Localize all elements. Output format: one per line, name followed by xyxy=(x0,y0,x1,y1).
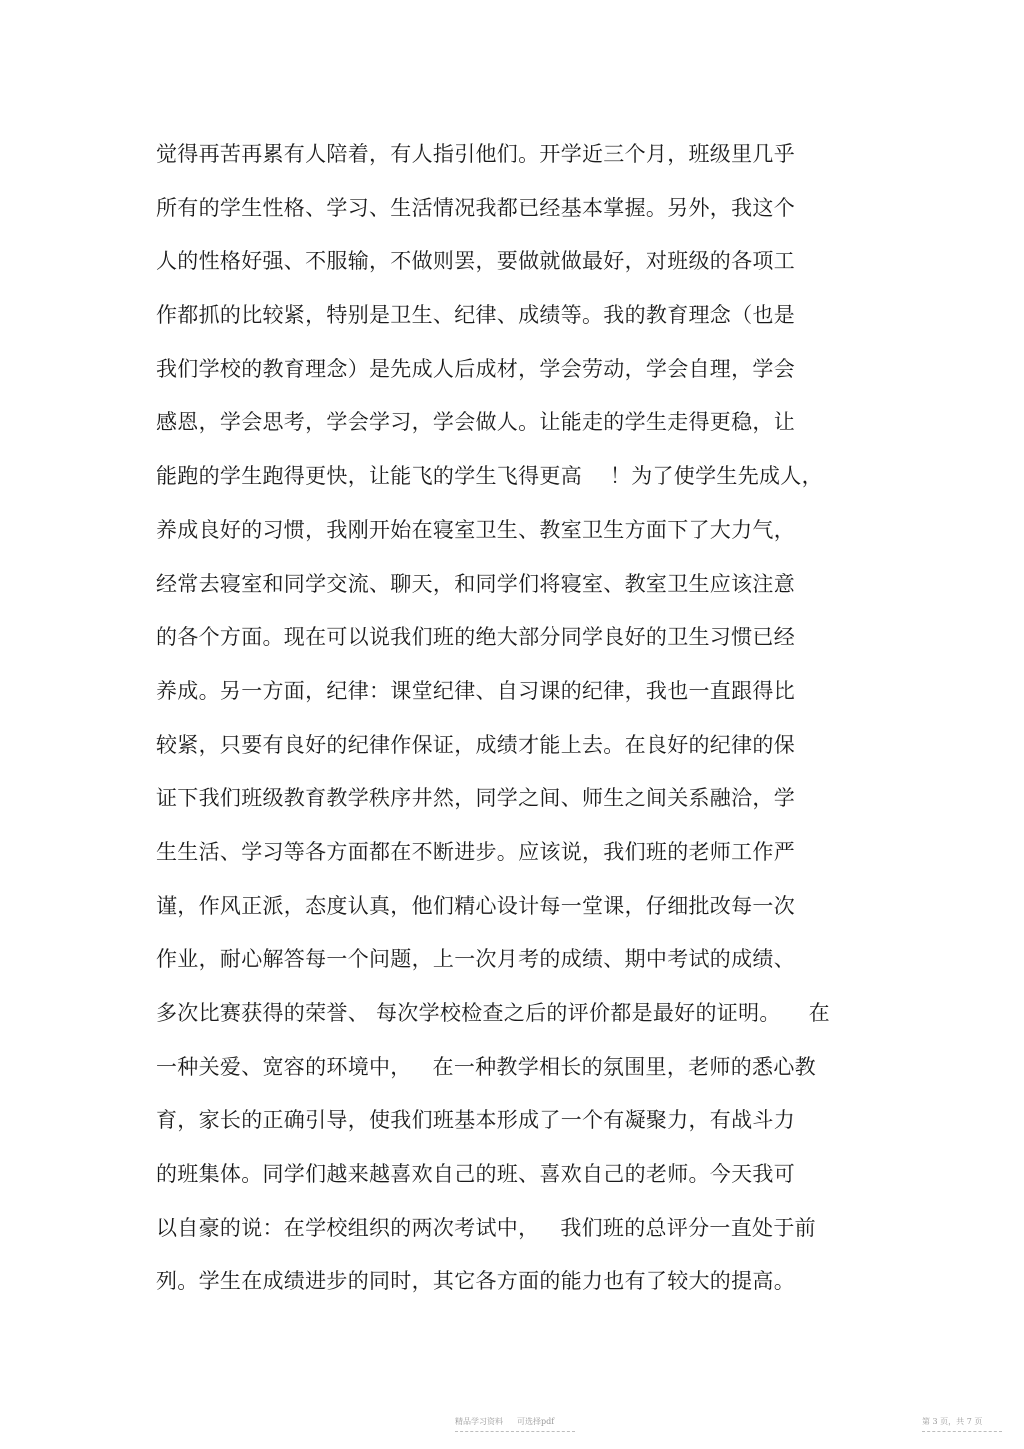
text-line: 生生活、学习等各方面都在不断进步。应该说，我们班的老师工作严 xyxy=(156,839,795,864)
text-line: 感恩，学会思考，学会学习，学会做人。让能走的学生走得更稳，让 xyxy=(156,410,795,435)
footer-label-2: 可选择pdf xyxy=(517,1417,555,1426)
text-line: 所有的学生性格、学习、生活情况我都已经基本掌握。另外，我这个 xyxy=(156,195,795,220)
text-line: 作都抓的比较紧，特别是卫生、纪律、成绩等。我的教育理念（也是 xyxy=(156,303,795,328)
text-line: 一种关爱、宽容的环境中， 在一种教学相长的氛围里，老师的悉心教 xyxy=(156,1054,816,1079)
text-line: 人的性格好强、不服输，不做则罢，要做就做最好，对班级的各项工 xyxy=(156,249,795,274)
body-text xyxy=(156,128,876,1309)
text-line: 养成良好的习惯，我刚开始在寝室卫生、教室卫生方面下了大力气， xyxy=(156,517,795,542)
text-line: 以自豪的说：在学校组织的两次考试中， 我们班的总评分一直处于前 xyxy=(156,1215,816,1240)
text-line: 多次比赛获得的荣誉、 每次学校检查之后的评价都是最好的证明。 在 xyxy=(156,1001,830,1025)
text-line: 养成。另一方面，纪律：课堂纪律、自习课的纪律，我也一直跟得比 xyxy=(156,678,795,703)
text-line: 谨，作风正派，态度认真，他们精心设计每一堂课，仔细批改每一次 xyxy=(156,893,795,918)
text-line: 较紧，只要有良好的纪律作保证，成绩才能上去。在良好的纪律的保 xyxy=(156,732,795,757)
text-line: 觉得再苦再累有人陪着，有人指引他们。开学近三个月，班级里几乎 xyxy=(156,142,795,166)
text-line: 育，家长的正确引导，使我们班基本形成了一个有凝聚力，有战斗力 xyxy=(156,1108,795,1133)
text-line: 的各个方面。现在可以说我们班的绝大部分同学良好的卫生习惯已经 xyxy=(156,625,795,650)
footer-watermark xyxy=(455,1416,575,1436)
text-line: 我们学校的教育理念）是先成人后成材，学会劳动，学会自理，学会 xyxy=(156,356,795,381)
text-line: 作业，耐心解答每一个问题，上一次月考的成绩、期中考试的成绩、 xyxy=(156,947,795,972)
text-line: 的班集体。同学们越来越喜欢自己的班、喜欢自己的老师。今天我可 xyxy=(156,1162,795,1187)
footer-divider xyxy=(455,1431,575,1432)
text-line: 列。学生在成绩进步的同时，其它各方面的能力也有了较大的提高。 xyxy=(156,1269,795,1294)
page-number-divider xyxy=(922,1431,1002,1432)
text-line: 证下我们班级教育教学秩序井然，同学之间、师生之间关系融洽，学 xyxy=(156,786,795,811)
page-info: 第 3 页，共 7 页 xyxy=(922,1417,983,1426)
text-line: 能跑的学生跑得更快，让能飞的学生飞得更高 ！为了使学生先成人， xyxy=(156,464,823,489)
page-number xyxy=(922,1416,1002,1436)
text-line: 经常去寝室和同学交流、聊天，和同学们将寝室、教室卫生应该注意 xyxy=(156,571,795,596)
footer-label: 精品学习资料 xyxy=(455,1417,503,1426)
